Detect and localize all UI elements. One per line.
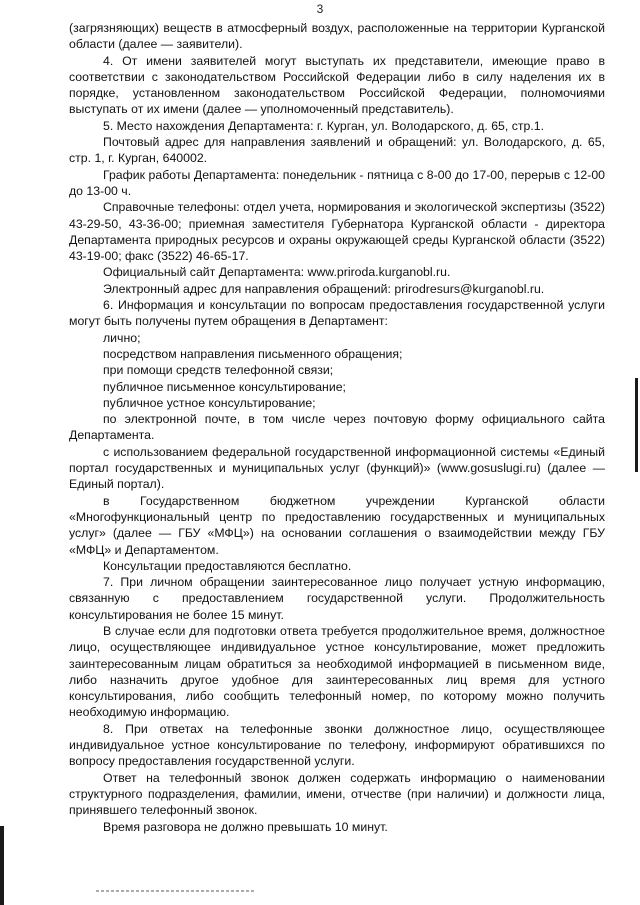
list-item: публичное устное консультирование; bbox=[103, 395, 316, 410]
paragraph: Время разговора не должно превышать 10 минут. bbox=[103, 819, 388, 834]
scan-bottom-artifact bbox=[96, 890, 256, 892]
document-body bbox=[69, 20, 605, 835]
list-item: лично; bbox=[103, 330, 141, 345]
page-number: 3 bbox=[316, 2, 324, 16]
paragraph: График работы Департамента: понедельник - пятница с 8-00 до 17-00, перерыв с 12-00 до 13-00 ч. bbox=[69, 167, 605, 198]
paragraph: (загрязняющих) веществ в атмосферный воздух, расположенные на территории Курганской области (далее — заявители). bbox=[69, 21, 605, 52]
paragraph: с использованием федеральной государственной информационной системы «Единый портал государственных и муниципальных услуг (функций)» (www.gosuslugi.ru) (далее — Единый портал). bbox=[69, 444, 605, 492]
paragraph: в Государственном бюджетном учреждении Курганской области «Многофункциональный центр по предоставлению государственных и муниципальных услуг» (далее — ГБУ «МФЦ») на основании соглашения о взаимодействии между ГБУ «МФЦ» и Департаментом. bbox=[69, 493, 605, 557]
paragraph: Почтовый адрес для направления заявлений и обращений: ул. Володарского, д. 65, стр. 1, г. Курган, 640002. bbox=[69, 135, 605, 166]
scan-edge-mark-right bbox=[635, 378, 638, 472]
paragraph: 8. При ответах на телефонные звонки должностное лицо, осуществляющее индивидуальное устное консультирование по телефону, информируют обратившихся по вопросу предоставления государственной услуги. bbox=[69, 721, 605, 769]
paragraph: Электронный адрес для направления обращений: prirodresurs@kurganobl.ru. bbox=[103, 281, 545, 296]
scan-edge-mark-left bbox=[0, 826, 4, 905]
paragraph: В случае если для подготовки ответа требуется продолжительное время, должностное лицо, осуществляющее индивидуальное устное консультирование, может предложить заинтересованным лицам обратиться за необходимой информацией в письменном виде, либо назначить другое удобное для заинтересованных лиц время для устного консультирования, либо сообщить телефонный номер, по которому можно получить необходимую информацию. bbox=[69, 623, 605, 720]
list-item: публичное письменное консультирование; bbox=[103, 379, 346, 394]
paragraph: Ответ на телефонный звонок должен содержать информацию о наименовании структурного подразделения, фамилии, имени, отчестве (при наличии) и должности лица, принявшего телефонный звонок. bbox=[69, 770, 605, 818]
paragraph: Консультации предоставляются бесплатно. bbox=[103, 558, 352, 573]
paragraph: по электронной почте, в том числе через почтовую форму официального сайта Департамента. bbox=[69, 412, 605, 443]
paragraph: Официальный сайт Департамента: www.priroda.kurganobl.ru. bbox=[103, 265, 451, 280]
list-item: посредством направления письменного обращения; bbox=[103, 346, 403, 361]
list-item: при помощи средств телефонной связи; bbox=[103, 363, 334, 378]
paragraph: Справочные телефоны: отдел учета, нормирования и экологической экспертизы (3522) 43-29-50, 43-36-00; приемная заместителя Губернатора Курганской области - директора Департамента природных ресурсов и охраны окружающей среды Курганской области (3522) 43-19-00; факс (3522) 46-65-17. bbox=[69, 200, 605, 264]
paragraph: 6. Информация и консультации по вопросам предоставления государственной услуги могут быть получены путем обращения в Департамент: bbox=[69, 298, 605, 329]
paragraph: 4. От имени заявителей могут выступать их представители, имеющие право в соответствии с законодательством Российской Федерации либо в силу наделения их в порядке, установленном законодательством Российской Федерации, полномочиями выступать от их имени (далее — уполномоченный представитель). bbox=[69, 53, 605, 117]
paragraph: 7. При личном обращении заинтересованное лицо получает устную информацию, связанную с предоставлением государственной услуги. Продолжительность консультирования не более 15 минут. bbox=[69, 575, 605, 622]
paragraph: 5. Место нахождения Департамента: г. Курган, ул. Володарского, д. 65, стр.1. bbox=[103, 118, 545, 133]
